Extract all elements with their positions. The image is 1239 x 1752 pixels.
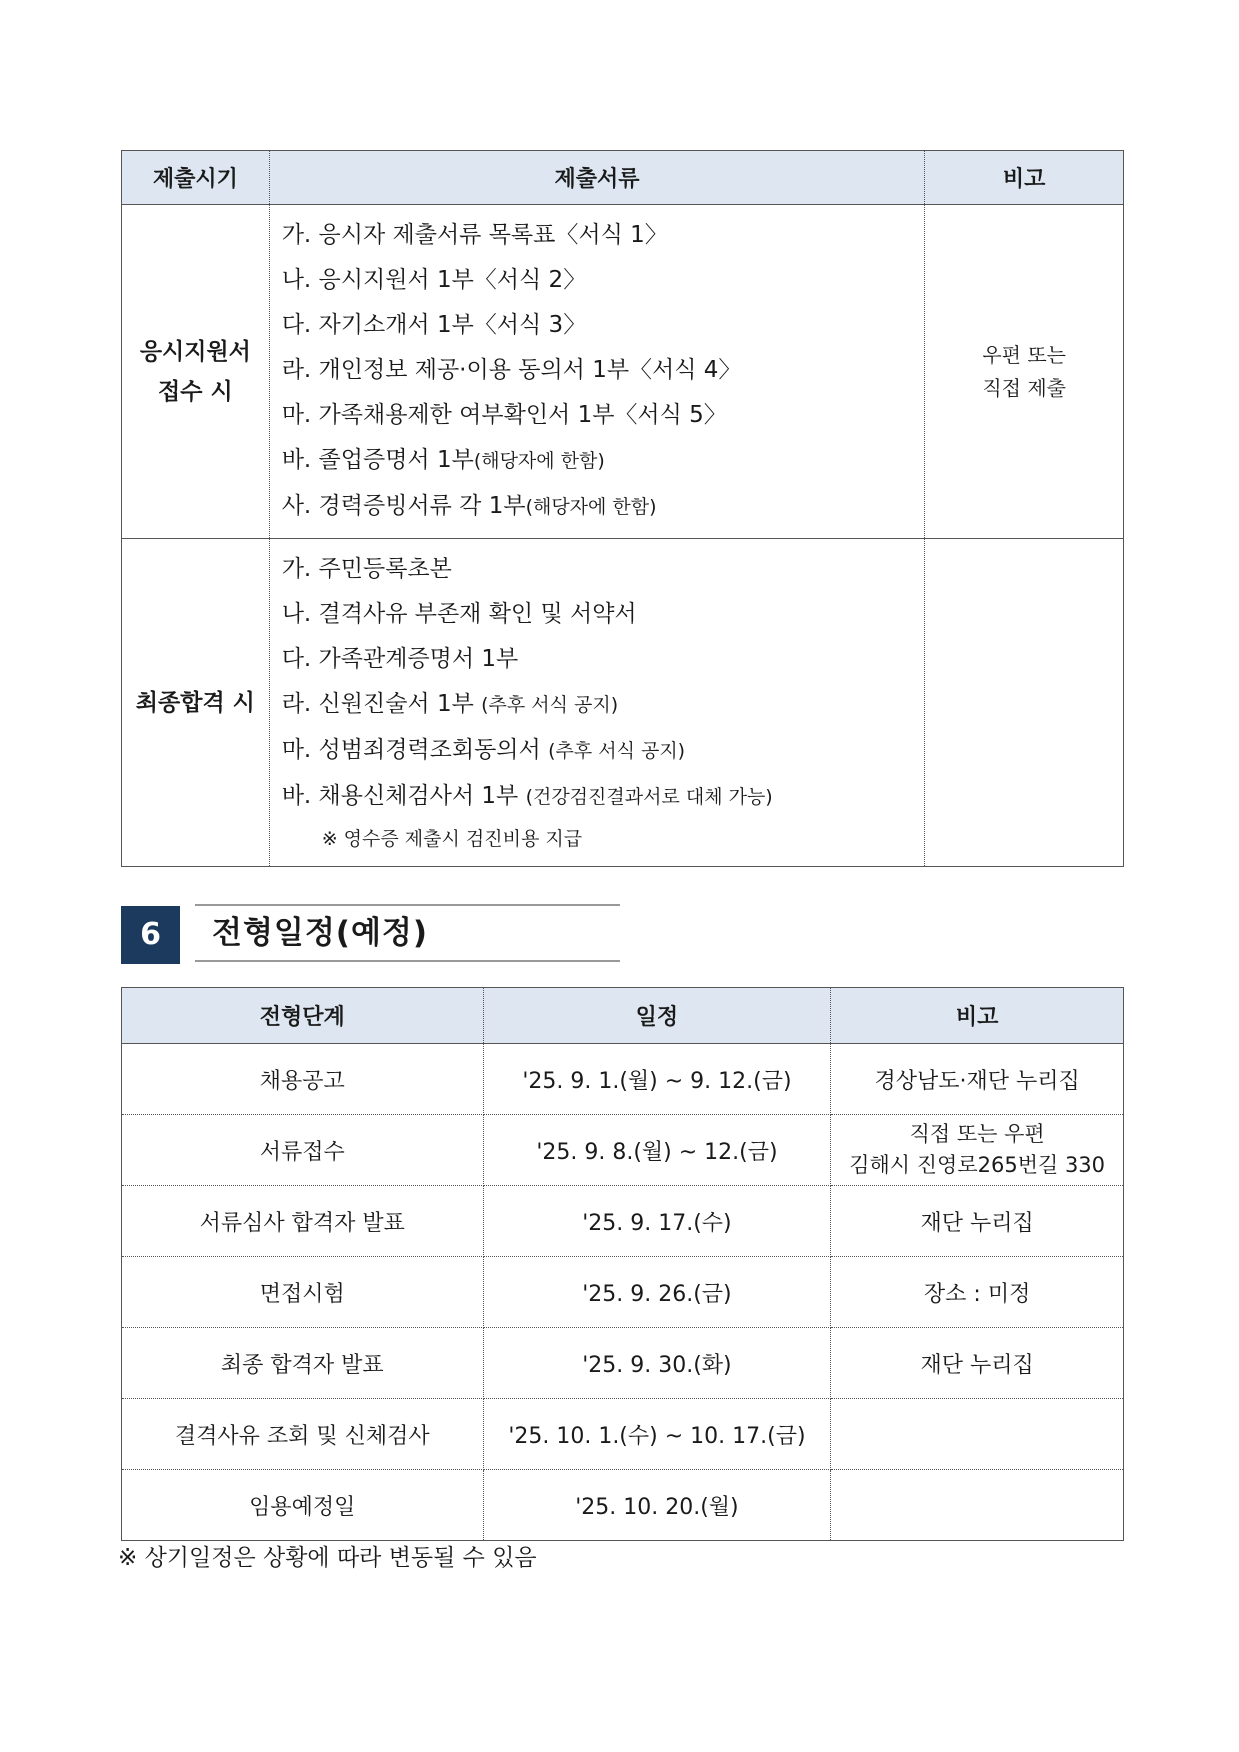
documents-table xyxy=(121,150,1124,867)
document-item: 라. 개인정보 제공·이용 동의서 1부〈서식 4〉 xyxy=(281,357,742,383)
schedule-header-row xyxy=(122,988,1124,1044)
stage-cell: 면접시험 xyxy=(122,1257,484,1328)
application-timing-line2: 접수 시 xyxy=(158,378,233,405)
documents-header-row xyxy=(122,151,1124,205)
date-cell: '25. 9. 1.(월) ~ 9. 12.(금) xyxy=(483,1044,831,1115)
document-item xyxy=(282,774,925,820)
document-item-note: (건강검진결과서로 대체 가능) xyxy=(525,786,773,808)
final-documents xyxy=(269,539,925,867)
section-number: 6 xyxy=(121,906,180,964)
application-timing xyxy=(122,205,270,539)
remark-cell: 장소 : 미정 xyxy=(831,1257,1124,1328)
date-cell: '25. 9. 26.(금) xyxy=(483,1257,831,1328)
remark-cell xyxy=(831,1470,1124,1541)
stage-cell: 최종 합격자 발표 xyxy=(122,1328,484,1399)
table-row xyxy=(122,1044,1124,1115)
document-item-text: 바. 졸업증명서 1부 xyxy=(281,447,474,473)
stage-cell: 서류접수 xyxy=(122,1115,484,1186)
date-cell: '25. 9. 8.(월) ~ 12.(금) xyxy=(483,1115,831,1186)
table-row xyxy=(122,1399,1124,1470)
date-cell: '25. 10. 20.(월) xyxy=(483,1470,831,1541)
stage-cell: 채용공고 xyxy=(122,1044,484,1115)
document-item-text: 라. 신원진술서 1부 xyxy=(281,691,474,717)
document-item-note: (추후 서식 공지) xyxy=(548,740,686,762)
final-remark xyxy=(925,539,1124,867)
document-item-text: 바. 채용신체검사서 1부 xyxy=(281,783,519,809)
remark-cell: 재단 누리집 xyxy=(831,1328,1124,1399)
document-item-note: (해당자에 한함) xyxy=(525,496,657,518)
remark-line1: 직접 또는 우편 xyxy=(909,1122,1045,1146)
document-item xyxy=(282,728,925,774)
table-row xyxy=(122,1115,1124,1186)
document-item: 가. 주민등록초본 xyxy=(281,556,452,582)
header-remark: 비고 xyxy=(831,988,1124,1044)
application-row xyxy=(122,205,1124,539)
table-row xyxy=(122,1257,1124,1328)
header-stage: 전형단계 xyxy=(122,988,484,1044)
remark-cell: 재단 누리집 xyxy=(831,1186,1124,1257)
document-item-text: 사. 경력증빙서류 각 1부 xyxy=(281,493,526,519)
header-remark: 비고 xyxy=(925,151,1124,205)
date-cell: '25. 10. 1.(수) ~ 10. 17.(금) xyxy=(483,1399,831,1470)
stage-cell: 결격사유 조회 및 신체검사 xyxy=(122,1399,484,1470)
application-remark-line1: 우편 또는 xyxy=(982,342,1066,367)
table-row xyxy=(122,1470,1124,1541)
application-remark-line2: 직접 제출 xyxy=(982,375,1066,400)
header-timing: 제출시기 xyxy=(122,151,270,205)
document-item: 다. 자기소개서 1부〈서식 3〉 xyxy=(281,312,587,338)
document-item xyxy=(282,682,925,728)
date-cell: '25. 9. 30.(화) xyxy=(483,1328,831,1399)
header-date: 일정 xyxy=(483,988,831,1044)
stage-cell: 서류심사 합격자 발표 xyxy=(122,1186,484,1257)
application-documents xyxy=(269,205,925,539)
final-timing: 최종합격 시 xyxy=(122,539,270,867)
application-remark xyxy=(925,205,1124,539)
table-row xyxy=(122,1186,1124,1257)
section-divider-bottom xyxy=(195,960,620,962)
application-timing-line1: 응시지원서 xyxy=(139,338,251,365)
table-row xyxy=(122,1328,1124,1399)
document-item-text: 마. 성범죄경력조회동의서 xyxy=(281,737,541,763)
document-item: 다. 가족관계증명서 1부 xyxy=(281,646,519,672)
remark-cell xyxy=(831,1115,1124,1186)
document-item-note: (추후 서식 공지) xyxy=(481,694,619,716)
schedule-footnote: ※ 상기일정은 상황에 따라 변동될 수 있음 xyxy=(118,1545,537,1571)
document-item: 가. 응시자 제출서류 목록표〈서식 1〉 xyxy=(281,222,668,248)
document-item: 마. 가족채용제한 여부확인서 1부〈서식 5〉 xyxy=(281,402,727,428)
stage-cell: 임용예정일 xyxy=(122,1470,484,1541)
remark-cell: 경상남도·재단 누리집 xyxy=(831,1044,1124,1115)
document-item: 나. 응시지원서 1부〈서식 2〉 xyxy=(281,267,587,293)
date-cell: '25. 9. 17.(수) xyxy=(483,1186,831,1257)
final-row xyxy=(122,539,1124,867)
document-note: ※ 영수증 제출시 검진비용 지급 xyxy=(321,828,583,850)
section-divider-top xyxy=(195,904,620,906)
remark-line2: 김해시 진영로265번길 330 xyxy=(849,1153,1106,1177)
document-item-note: (해당자에 한함) xyxy=(473,450,605,472)
remark-cell xyxy=(831,1399,1124,1470)
schedule-table xyxy=(121,987,1124,1541)
document-item xyxy=(282,484,925,530)
document-item: 나. 결격사유 부존재 확인 및 서약서 xyxy=(281,601,637,627)
document-item xyxy=(282,438,925,484)
header-documents: 제출서류 xyxy=(269,151,925,205)
section-title: 전형일정(예정) xyxy=(212,915,429,951)
